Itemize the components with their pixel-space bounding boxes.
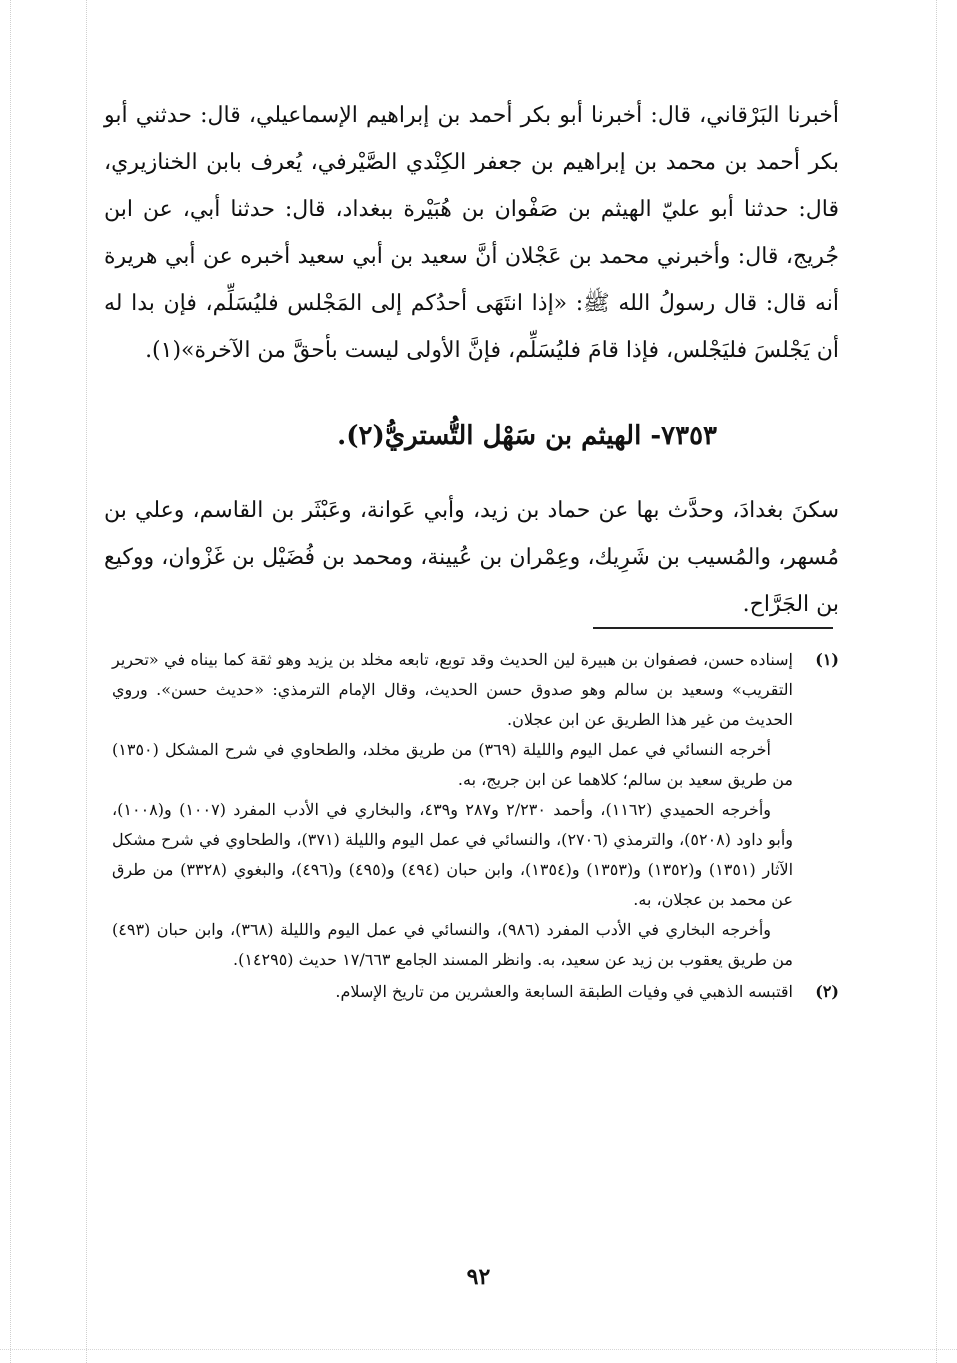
footnote-paragraph: وأخرجه البخاري في الأدب المفرد (٩٨٦)، والنسائي في عمل اليوم والليلة (٣٦٨)، وابن حبان (٤٩٣) من طريق يعقوب بن زيد عن سعيد، به. وانظر المسند الجامع ١٧/٦٦٣ حديث (١٤٢٩٥). <box>112 920 793 969</box>
scan-guide-inner-left <box>86 0 87 1363</box>
biography-text <box>104 487 839 628</box>
footnotes <box>104 645 839 1009</box>
footnote-number: (٢) <box>815 982 839 1001</box>
footnote-paragraph: اقتبسه الذهبي في وفيات الطبقة السابعة والعشرين من تاريخ الإسلام. <box>335 982 793 1001</box>
footnote-body <box>104 977 793 1007</box>
scan-guide-bottom <box>0 1349 957 1350</box>
footnote-number: (١) <box>815 650 839 669</box>
footnote-separator <box>593 627 833 629</box>
footnote-paragraph: إسناده حسن، فصفوان بن هبيرة لين الحديث وقد توبع، تابعه مخلد بن يزيد وهو ثقة كما بيناه في «تحرير التقريب» وسعيد بن سالم وهو صدوق حسن الحديث، وقال الإمام الترمذي: «حديث حسن». وروي الحديث من غير هذا الطريق عن ابن عجلان. <box>112 650 793 729</box>
footnote-2 <box>104 977 839 1007</box>
entry-heading: ٧٣٥٣- الهيثم بن سَهْل التُّستريُّ(٢). <box>337 421 717 451</box>
footnote-paragraph: وأخرجه الحميدي (١١٦٢)، وأحمد ٢/٢٣٠ و٢٨٧ و٤٣٩، والبخاري في الأدب المفرد (١٠٠٧) و(١٠٠٨)، وأبو داود (٥٢٠٨)، والترمذي (٢٧٠٦)، والنسائي في عمل اليوم والليلة (٣٧١)، والطحاوي في شرح مشكل الآثار (١٣٥١) و(١٣٥٢) و(١٣٥٣) و(١٣٥٤)، وابن حبان (٤٩٤) و(٤٩٥) و(٤٩٦)، والبغوي (٣٣٢٨) من طرق عن محمد بن عجلان، به. <box>112 800 794 909</box>
footnote-paragraph: أخرجه النسائي في عمل اليوم والليلة (٣٦٩) من طريق مخلد، والطحاوي في شرح المشكل (١٣٥٠) من طريق سعيد بن سالم؛ كلاهما عن ابن جريج، به. <box>112 740 793 789</box>
page-number: ٩٢ <box>466 1264 491 1290</box>
hadith-paragraph: أخبرنا البَرْقاني، قال: أخبرنا أبو بكر أحمد بن إبراهيم الإسماعيلي، قال: حدثني أبو بكر أحمد بن محمد بن إبراهيم بن جعفر الكِنْدي الصَّيْرفي، يُعرف بابن الخنازيري، قال: حدثنا أبو عليّ الهيثم بن صَفْوان بن هُبَيْرة ببغداد، قال: حدثنا أبي، عن ابن جُريج، قال: وأخبرني محمد بن عَجْلان أنَّ سعيد بن أبي سعيد أخبره عن أبي هريرة أنه قال: قال رسولُ الله ﷺ: «إذا انتَهَى أحدُكم إلى المَجْلس فليُسَلِّم، فإن بدا له أن يَجْلسَ فليَجْلس، فإذا قامَ فليُسَلِّم، فإنَّ الأولى ليست بأحقَّ من الآخرة»(١). <box>104 103 839 363</box>
footnote-body <box>104 645 793 975</box>
scan-guide-left <box>10 0 11 1363</box>
footnote-1 <box>104 645 839 975</box>
scan-guide-right <box>936 0 937 1363</box>
main-hadith-text <box>104 92 839 374</box>
biography-paragraph: سكنَ بغدادَ، وحدَّث بها عن حماد بن زيد، وأبي عَوانة، وعَبْثَر بن القاسم، وعلي بن مُسهر، والمُسيب بن شَرِيك، وعِمْران بن عُيينة، ومحمد بن فُضَيْل بن غَزْوان، ووكيع بن الجَرَّاح. <box>104 498 839 617</box>
